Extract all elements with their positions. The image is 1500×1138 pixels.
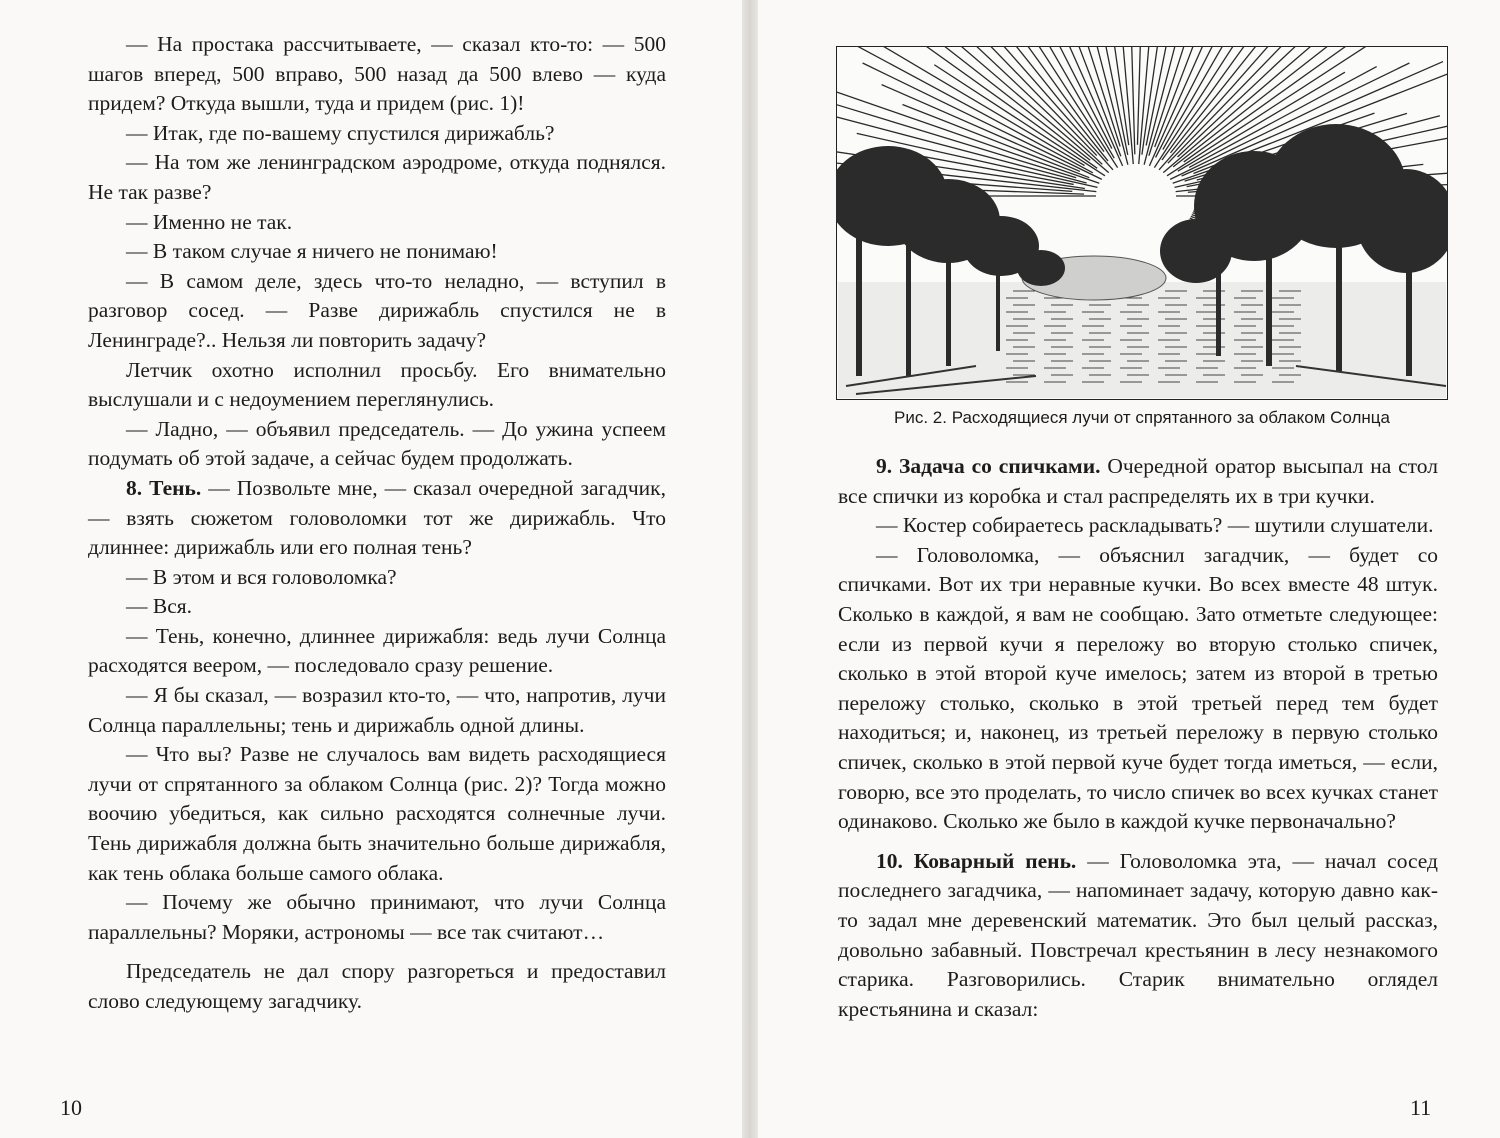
paragraph: — Именно не так. [126,209,293,234]
paragraph: — В таком случае я ничего не понимаю! [126,239,498,264]
paragraph: — На простака рассчитываете, — сказал кто-то: — 500 шагов вперед, 500 вправо, 500 назад да 500 влево — куда придем? Откуда вышли, туда и придем (рис. 1)! [88,32,666,116]
paragraph: — Почему же обычно принимают, что лучи Солнца параллельны? Моряки, астрономы — все так считают… [88,890,666,944]
right-page [758,0,1500,1138]
paragraph: Председатель не дал спору разгореться и предоставил слово следующему загадчику. [88,959,666,1013]
paragraph: — Итак, где по-вашему спустился дирижабль? [126,120,555,145]
paragraph: — Головоломка, — объяснил загадчик, — будет со спичками. Вот их три неравные кучки. Во всех вместе 48 штук. Сколько в каждой, я вам не сообщаю. Зато отметьте следующее: если из первой кучи я переложу во вторую столько спичек, сколько в этой второй куче имелось; затем из второй в третью переложу столько, сколько в этой третьей перед тем будет находиться; и, наконец, из третьей переложу в первую столько спичек, сколько в этой первой куче будет тогда иметься, — если, говорю, все это проделать, то число спичек во всех кучках станет одинаково. Сколько же было в каждой кучке первоначально? [838,542,1438,834]
paragraph: — Вся. [126,594,193,619]
section-8 [88,474,666,563]
paragraph: — На том же ленинградском аэродроме, откуда поднялся. Не так разве? [88,150,666,204]
left-page-text [88,30,666,1017]
section-10 [838,847,1438,1025]
section-10-text: — Головоломка эта, — начал сосед последнего загадчика, — напоминает задачу, которую давно как-то задал мне деревенский математик. Это был целый рассказ, довольно забавный. Повстречал крестьянин в лесу незнакомого старика. Разговорились. Старик внимательно оглядел крестьянина и сказал: [838,848,1438,1021]
section-9-heading: 9. Задача со спичками. [876,454,1101,478]
section-8-text: — Позвольте мне, — сказал очередной загадчик, — взять сюжетом головоломки тот же дирижабль. Что длиннее: дирижабль или его полная тень? [88,475,666,560]
section-9-text: Очередной оратор высыпал на стол все спички из коробка и стал распределять их в три кучки. [838,454,1438,508]
sun-rays-illustration [836,46,1448,400]
paragraph: — Тень, конечно, длиннее дирижабля: ведь лучи Солнца расходятся веером, — последовало сразу решение. [88,623,666,678]
book-gutter [742,0,758,1138]
paragraph: — Что вы? Разве не случалось вам видеть расходящиеся лучи от спрятанного за облаком Солнца (рис. 2)? Тогда можно воочию убедиться, как сильно расходятся солнечные лучи. Тень дирижабля должна быть значительно больше дирижабля, как тень облака больше самого облака. [88,742,666,885]
right-page-text [838,452,1438,1024]
paragraph: Летчик охотно исполнил просьбу. Его внимательно выслушали и с недоумением переглянулись. [88,357,666,412]
paragraph: — В этом и вся головоломка? [126,564,397,589]
figure-caption: Рис. 2. Расходящиеся лучи от спрятанного за облаком Солнца [894,408,1390,427]
paragraph: — Костер собираетесь раскладывать? — шутили слушатели. [876,513,1434,538]
paragraph: — Ладно, — объявил председатель. — До ужина успеем подумать об этой задаче, а сейчас будем продолжать. [88,416,666,471]
page-number-right: 11 [1410,1095,1432,1120]
page-number-left: 10 [60,1095,82,1120]
section-9 [838,452,1438,511]
paragraph: — В самом деле, здесь что-то неладно, — вступил в разговор сосед. — Разве дирижабль спустился не в Ленинграде?.. Нельзя ли повторить задачу? [88,268,666,352]
section-10-heading: 10. Коварный пень. [876,848,1077,873]
paragraph: — Я бы сказал, — возразил кто-то, — что, напротив, лучи Солнца параллельны; тень и дирижабль одной длины. [88,683,666,737]
section-8-heading: 8. Тень. [126,475,202,500]
left-page [0,0,742,1138]
